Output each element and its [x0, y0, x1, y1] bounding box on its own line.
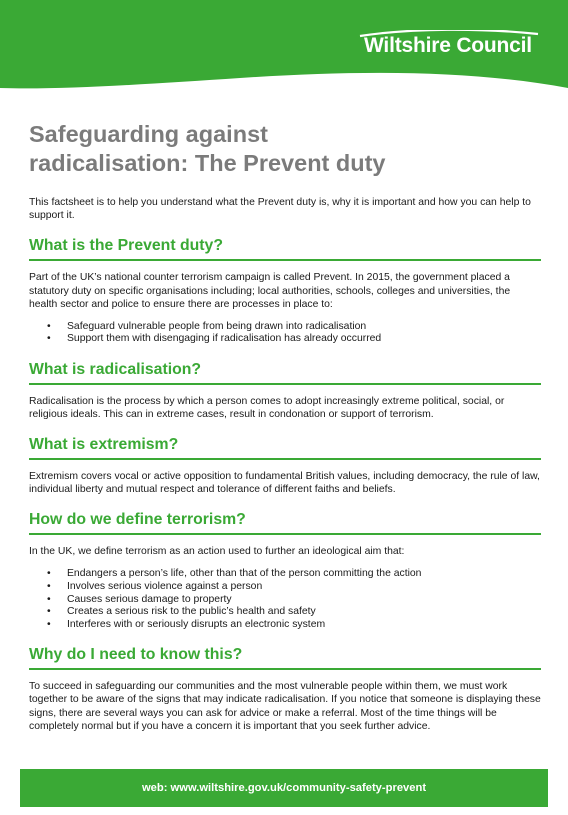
bullet-icon: •: [47, 568, 51, 580]
list-item: [29, 333, 541, 346]
list-item: [29, 594, 541, 607]
bullet-list: [29, 321, 541, 346]
section-paragraph: Part of the UK’s national counter terrorism campaign is called Prevent. In 2015, the government placed a statutory duty on specific organisations including; local authorities, schools, colleges and universities, the health sector and police to ensure there are processes in place to:: [29, 272, 511, 310]
list-item-text: Endangers a person’s life, other than that of the person committing the action: [67, 568, 422, 580]
section-why-know: [29, 645, 541, 732]
document-title: [29, 120, 541, 178]
section-paragraph: In the UK, we define terrorism as an action used to further an ideological aim that:: [29, 546, 405, 558]
list-item: [29, 606, 541, 619]
bullet-icon: •: [47, 606, 51, 618]
list-item: [29, 321, 541, 334]
list-item-text: Safeguard vulnerable people from being drawn into radicalisation: [67, 320, 367, 332]
section-terrorism-definition: [29, 510, 541, 631]
bullet-icon: •: [47, 320, 51, 332]
bullet-list: [29, 568, 541, 631]
section-radicalisation: [29, 360, 541, 421]
list-item-text: Creates a serious risk to the public’s health and safety: [67, 606, 316, 618]
section-heading: What is extremism?: [29, 435, 541, 460]
bullet-icon: •: [47, 333, 51, 345]
section-prevent-duty: [29, 236, 541, 345]
list-item-text: Causes serious damage to property: [67, 593, 232, 605]
section-heading: How do we define terrorism?: [29, 510, 541, 535]
wiltshire-council-logo: [352, 30, 542, 64]
list-item: [29, 619, 541, 632]
section-heading: What is radicalisation?: [29, 360, 541, 385]
list-item-text: Interferes with or seriously disrupts an electronic system: [67, 618, 326, 630]
footer-web-link[interactable]: web: www.wiltshire.gov.uk/community-safety-prevent: [141, 782, 427, 794]
title-line-1: Safeguarding against: [29, 121, 268, 147]
section-paragraph: To succeed in safeguarding our communities and the most vulnerable people within them, we must work together to be aware of the signs that may indicate radicalisation. If you notice that someone is displaying these signs, there are several ways you can ask for advice or make a referral. Most of the time things will be completely normal but if you have a concern it is important that you seek further advice.: [29, 681, 541, 732]
section-paragraph: Radicalisation is the process by which a person comes to adopt increasingly extreme political, social, or religious ideals. This can in extreme cases, result in condonation or support of terrorism.: [29, 395, 505, 420]
section-heading: Why do I need to know this?: [29, 645, 541, 670]
bullet-icon: •: [47, 618, 51, 630]
list-item: [29, 568, 541, 581]
list-item: [29, 581, 541, 594]
bullet-icon: •: [47, 580, 51, 592]
section-extremism: [29, 435, 541, 496]
intro-paragraph: This factsheet is to help you understand what the Prevent duty is, why it is important and how you can help to support it.: [29, 197, 531, 222]
logo-text: Wiltshire Council: [364, 34, 532, 57]
bullet-icon: •: [47, 593, 51, 605]
footer-band: [20, 769, 548, 807]
list-item-text: Support them with disengaging if radicalisation has already occurred: [67, 333, 382, 345]
title-line-2: radicalisation: The Prevent duty: [29, 150, 386, 176]
section-paragraph: Extremism covers vocal or active opposition to fundamental British values, including democracy, the rule of law, individual liberty and mutual respect and tolerance of different faiths and beliefs.: [29, 471, 540, 496]
document-content: [29, 120, 541, 733]
list-item-text: Involves serious violence against a person: [67, 580, 263, 592]
section-heading: What is the Prevent duty?: [29, 236, 541, 261]
